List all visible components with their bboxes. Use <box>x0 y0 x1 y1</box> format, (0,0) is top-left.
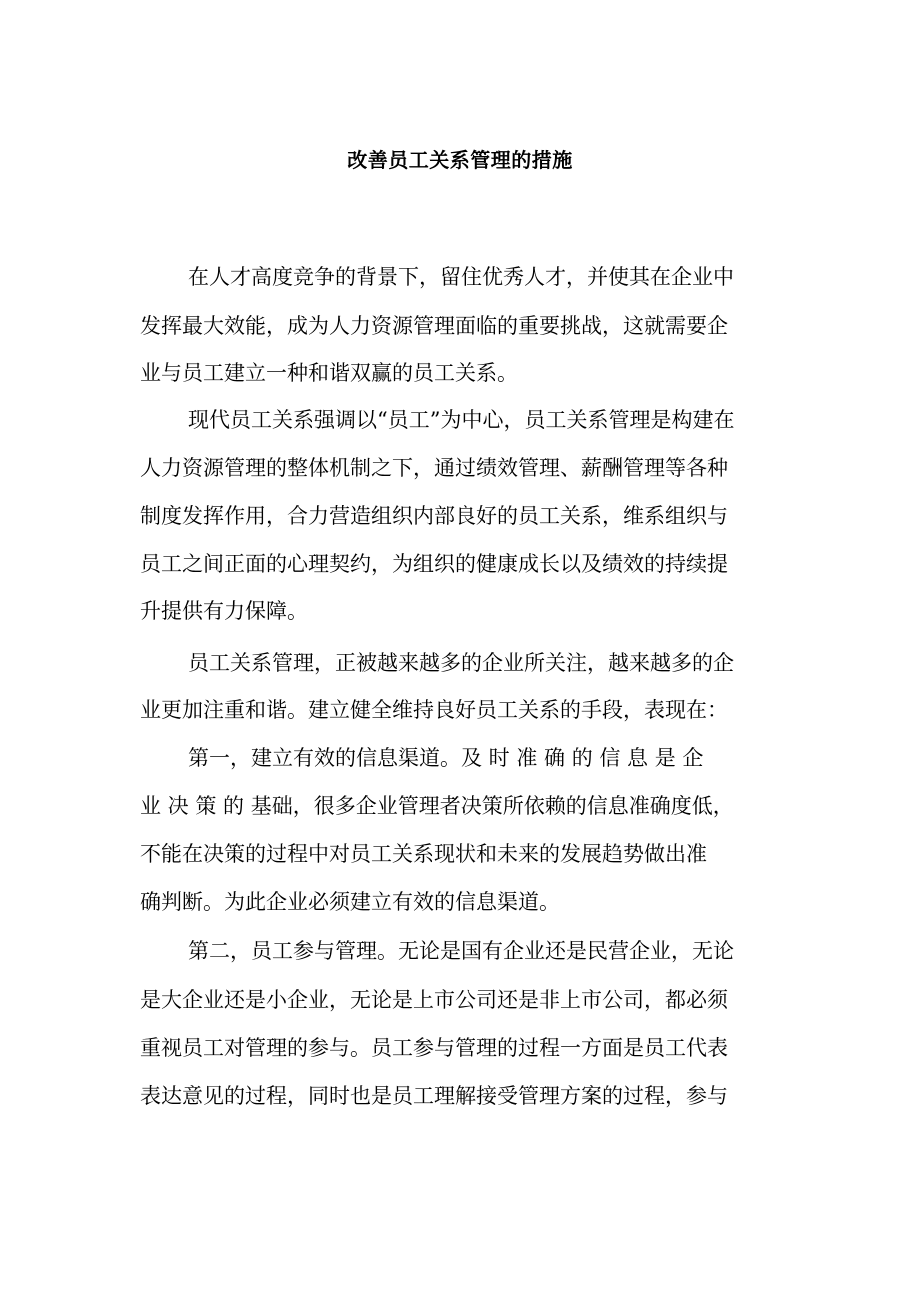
paragraph-line: 第二，员工参与管理。无论是国有企业还是民营企业，无论 <box>188 939 734 963</box>
paragraph-line: 是大企业还是小企业，无论是上市公司还是非上市公司，都必须 <box>140 988 728 1012</box>
paragraph-line: 人力资源管理的整体机制之下，通过绩效管理、薪酬管理等各种 <box>140 456 728 480</box>
paragraph-line: 第一，建立有效的信息渠道。及 时 准 确 的 信 息 是 企 <box>188 746 704 770</box>
page-title: 改善员工关系管理的措施 <box>347 148 573 172</box>
paragraph-line: 制度发挥作用，合力营造组织内部良好的员工关系，维系组织与 <box>140 504 728 528</box>
paragraph-line: 表达意见的过程，同时也是员工理解接受管理方案的过程，参与 <box>140 1084 728 1108</box>
paragraph-line: 重视员工对管理的参与。员工参与管理的过程一方面是员工代表 <box>140 1036 728 1060</box>
paragraph-line: 员工关系管理，正被越来越多的企业所关注，越来越多的企 <box>188 651 734 675</box>
paragraph-line: 业更加注重和谐。建立健全维持良好员工关系的手段，表现在： <box>140 698 728 722</box>
paragraph-line: 发挥最大效能，成为人力资源管理面临的重要挑战，这就需要企 <box>140 314 728 338</box>
paragraph-line: 业与员工建立一种和谐双赢的员工关系。 <box>140 361 518 385</box>
paragraph-line: 确判断。为此企业必须建立有效的信息渠道。 <box>140 890 560 914</box>
paragraph-line: 不能在决策的过程中对员工关系现状和未来的发展趋势做出准 <box>140 842 707 866</box>
paragraph-line: 员工之间正面的心理契约，为组织的健康成长以及绩效的持续提 <box>140 552 728 576</box>
paragraph-line: 业 决 策 的 基础，很多企业管理者决策所依赖的信息准确度低， <box>140 794 734 818</box>
paragraph-line: 升提供有力保障。 <box>140 599 308 623</box>
paragraph-line: 现代员工关系强调以“员工”为中心，员工关系管理是构建在 <box>188 408 735 432</box>
paragraph-line: 在人才高度竞争的背景下，留住优秀人才，并使其在企业中 <box>188 265 734 289</box>
